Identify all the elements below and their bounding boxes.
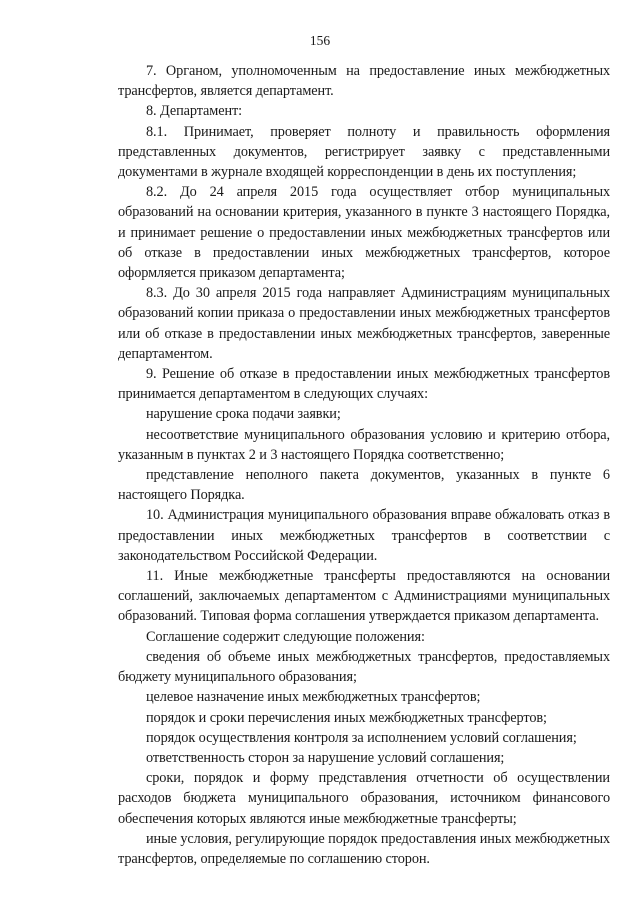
document-body (118, 61, 610, 869)
refusal-reason-documents: представление неполного пакета документов, указанных в пункте 6 настоящего Порядка. (118, 467, 610, 504)
paragraph-8-3: 8.3. До 30 апреля 2015 года направляет Администрациям муниципальных образований копии приказа о предоставлении иных межбюджетных трансфертов или об отказе в предоставлении иных межбюджетных трансфертов, заверенные департаментом. (118, 285, 610, 362)
agreement-item-transfer-order: порядок и сроки перечисления иных межбюджетных трансфертов; (146, 709, 547, 726)
refusal-reason-deadline: нарушение срока подачи заявки; (146, 406, 341, 423)
agreement-item-control: порядок осуществления контроля за исполнением условий соглашения; (146, 729, 577, 746)
paragraph-7: 7. Органом, уполномоченным на предоставление иных межбюджетных трансфертов, является департамент. (118, 63, 610, 100)
paragraph-8: 8. Департамент: (146, 103, 243, 120)
agreement-item-responsibility: ответственность сторон за нарушение условий соглашения; (146, 749, 505, 766)
agreement-item-reporting: сроки, порядок и форму представления отчетности об осуществлении расходов бюджета муниципального образования, источником финансового обеспечения которых являются иные межбюджетные трансферты; (118, 770, 610, 827)
refusal-reason-criteria: несоответствие муниципального образования условию и критерию отбора, указанным в пунктах 2 и 3 настоящего Порядка соответственно; (118, 426, 610, 463)
agreement-item-volume: сведения об объеме иных межбюджетных трансфертов, предоставляемых бюджету муниципального образования; (118, 648, 610, 686)
agreement-item-other-conditions: иные условия, регулирующие порядок предоставления иных межбюджетных трансфертов, определяемые по соглашению сторон. (118, 830, 610, 867)
paragraph-11: 11. Иные межбюджетные трансферты предоставляются на основании соглашений, заключаемых департаментом с Администрациями муниципальных образований. Типовая форма соглашения утверждается приказом департамента. (118, 568, 610, 625)
paragraph-8-1: 8.1. Принимает, проверяет полноту и правильность оформления представленных документов, регистрирует заявку с представленными документами в журнале входящей корреспонденции в день их поступления; (118, 123, 610, 181)
paragraph-10: 10. Администрация муниципального образования вправе обжаловать отказ в предоставлении иных межбюджетных трансфертов в соответствии с законодательством Российской Федерации. (118, 507, 610, 564)
paragraph-9: 9. Решение об отказе в предоставлении иных межбюджетных трансфертов принимается департаментом в следующих случаях: (118, 366, 610, 403)
agreement-item-purpose: целевое назначение иных межбюджетных трансфертов; (146, 689, 481, 706)
page-number: 156 (309, 33, 331, 48)
agreement-intro: Соглашение содержит следующие положения: (146, 628, 425, 645)
paragraph-8-2: 8.2. До 24 апреля 2015 года осуществляет отбор муниципальных образований на основании критерия, указанного в пункте 3 настоящего Порядка, и принимает решение о предоставлении иных межбюджетных трансфертов или об отказе в предоставлении иных межбюджетных трансфертов, которое оформляется приказом департамента; (118, 184, 610, 282)
